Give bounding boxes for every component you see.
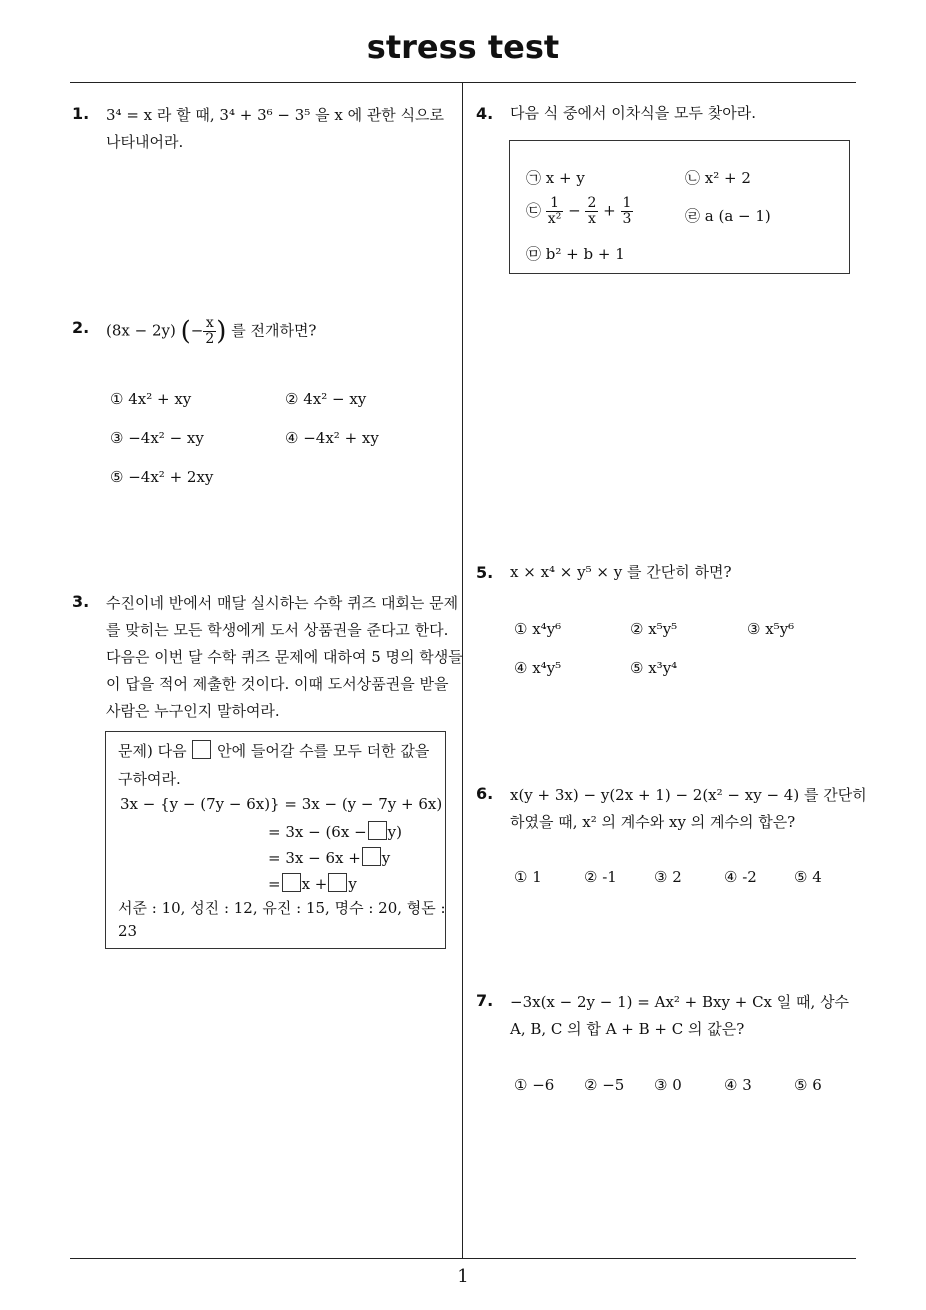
option-5[interactable]: ⑤ −4x² + 2xy xyxy=(110,468,214,486)
student-answers: 서준 : 10, 성진 : 12, 유진 : 15, 명수 : 20, 형돈 : xyxy=(118,899,446,917)
option-1[interactable]: ① 4x² + xy xyxy=(110,390,192,408)
question-line: A, B, C 의 합 A + B + C 의 값은? xyxy=(510,1020,745,1038)
equation-line-3: = 3x − 6x + y xyxy=(268,849,391,867)
question-text: x × x⁴ × y⁵ × y 를 간단히 하면? xyxy=(510,563,732,581)
question-number: 3. xyxy=(72,592,90,611)
equation-line-2: = 3x − (6x − y) xyxy=(268,823,402,841)
question-text xyxy=(510,782,867,836)
question-number: 2. xyxy=(72,318,90,337)
expr-d: ㉣ a (a − 1) xyxy=(685,207,771,225)
question-number: 7. xyxy=(476,991,494,1010)
page-number: 1 xyxy=(457,1266,469,1287)
problem-box xyxy=(105,731,446,949)
question-line: 다음은 이번 달 수학 퀴즈 문제에 대하여 5 명의 학생들 xyxy=(106,648,463,666)
option-1[interactable]: ① x⁴y⁶ xyxy=(514,620,562,638)
question-number: 1. xyxy=(72,104,90,123)
blank-square xyxy=(368,821,387,840)
option-3[interactable]: ③ 2 xyxy=(654,868,682,886)
question-suffix: 를 전개하면? xyxy=(231,321,317,340)
question-text: 다음 식 중에서 이차식을 모두 찾아라. xyxy=(510,104,756,122)
blank-square xyxy=(362,847,381,866)
question-line: −3x(x − 2y − 1) = Ax² + Bxy + Cx 일 때, 상수 xyxy=(510,993,850,1011)
option-3[interactable]: ③ 0 xyxy=(654,1076,682,1094)
expr-e: ㉤ b² + b + 1 xyxy=(526,245,625,263)
expression: (8x − 2y) xyxy=(106,321,176,340)
option-3[interactable]: ③ −4x² − xy xyxy=(110,429,204,447)
question-line: 3⁴ = x 라 할 때, 3⁴ + 3⁶ − 3⁵ 을 x 에 관한 식으로 xyxy=(106,106,445,124)
expr-b: ㉡ x² + 2 xyxy=(685,169,751,187)
question-text xyxy=(510,989,849,1043)
option-4[interactable]: ④ 3 xyxy=(724,1076,752,1094)
option-2[interactable]: ② 4x² − xy xyxy=(285,390,367,408)
option-4[interactable]: ④ x⁴y⁵ xyxy=(514,659,562,677)
option-3[interactable]: ③ x⁵y⁶ xyxy=(747,620,795,638)
header-rule xyxy=(70,82,856,83)
page-title: stress test xyxy=(366,28,560,66)
option-2[interactable]: ② x⁵y⁵ xyxy=(630,620,678,638)
question-number: 4. xyxy=(476,104,494,123)
option-1[interactable]: ① −6 xyxy=(514,1076,555,1094)
question-line: 수진이네 반에서 매달 실시하는 수학 퀴즈 대회는 문제 xyxy=(106,594,459,612)
question-line: 를 맞히는 모든 학생에게 도서 상품권을 준다고 한다. xyxy=(106,621,449,639)
question-line: 사람은 누구인지 말하여라. xyxy=(106,702,280,720)
blank-square xyxy=(328,873,347,892)
option-4[interactable]: ④ -2 xyxy=(724,868,757,886)
option-2[interactable]: ② −5 xyxy=(584,1076,625,1094)
question-line: 나타내어라. xyxy=(106,133,184,151)
expr-a: ㉠ x + y xyxy=(526,169,585,187)
expression-box xyxy=(509,140,850,274)
footer-rule xyxy=(70,1258,856,1259)
question-text xyxy=(106,590,463,725)
option-1[interactable]: ① 1 xyxy=(514,868,542,886)
equation-line-1: 3x − {y − (7y − 6x)} = 3x − (y − 7y + 6x) xyxy=(120,795,443,813)
box-line: 구하여라. xyxy=(118,770,181,788)
blank-square xyxy=(192,740,211,759)
question-text: (8x − 2y) (− $\frac{x}{2}$ ) 를 전개하면? xyxy=(106,315,317,347)
expr-c: ㉢ $\frac{1}{\text{x²}}$ − $\frac{2}{x}$ + $\frac{1}{3}$ xyxy=(526,195,632,227)
option-4[interactable]: ④ −4x² + xy xyxy=(285,429,379,447)
option-5[interactable]: ⑤ x³y⁴ xyxy=(630,659,678,677)
equation-line-4: = x + y xyxy=(268,875,357,893)
blank-square xyxy=(282,873,301,892)
question-line: x(y + 3x) − y(2x + 1) − 2(x² − xy − 4) 를 간단히 xyxy=(510,786,867,804)
question-line: 이 답을 적어 제출한 것이다. 이때 도서상품권을 받을 xyxy=(106,675,449,693)
option-5[interactable]: ⑤ 6 xyxy=(794,1076,822,1094)
option-5[interactable]: ⑤ 4 xyxy=(794,868,822,886)
box-line: 문제) 다음 안에 들어갈 수를 모두 더한 값을 xyxy=(118,742,430,760)
question-line: 하였을 때, x² 의 계수와 xy 의 계수의 합은? xyxy=(510,813,796,831)
question-text xyxy=(106,102,444,156)
question-number: 5. xyxy=(476,563,494,582)
student-answers-cont: 23 xyxy=(118,922,138,940)
fraction: $\frac{x}{2}$ xyxy=(205,315,215,347)
option-2[interactable]: ② -1 xyxy=(584,868,617,886)
question-number: 6. xyxy=(476,784,494,803)
